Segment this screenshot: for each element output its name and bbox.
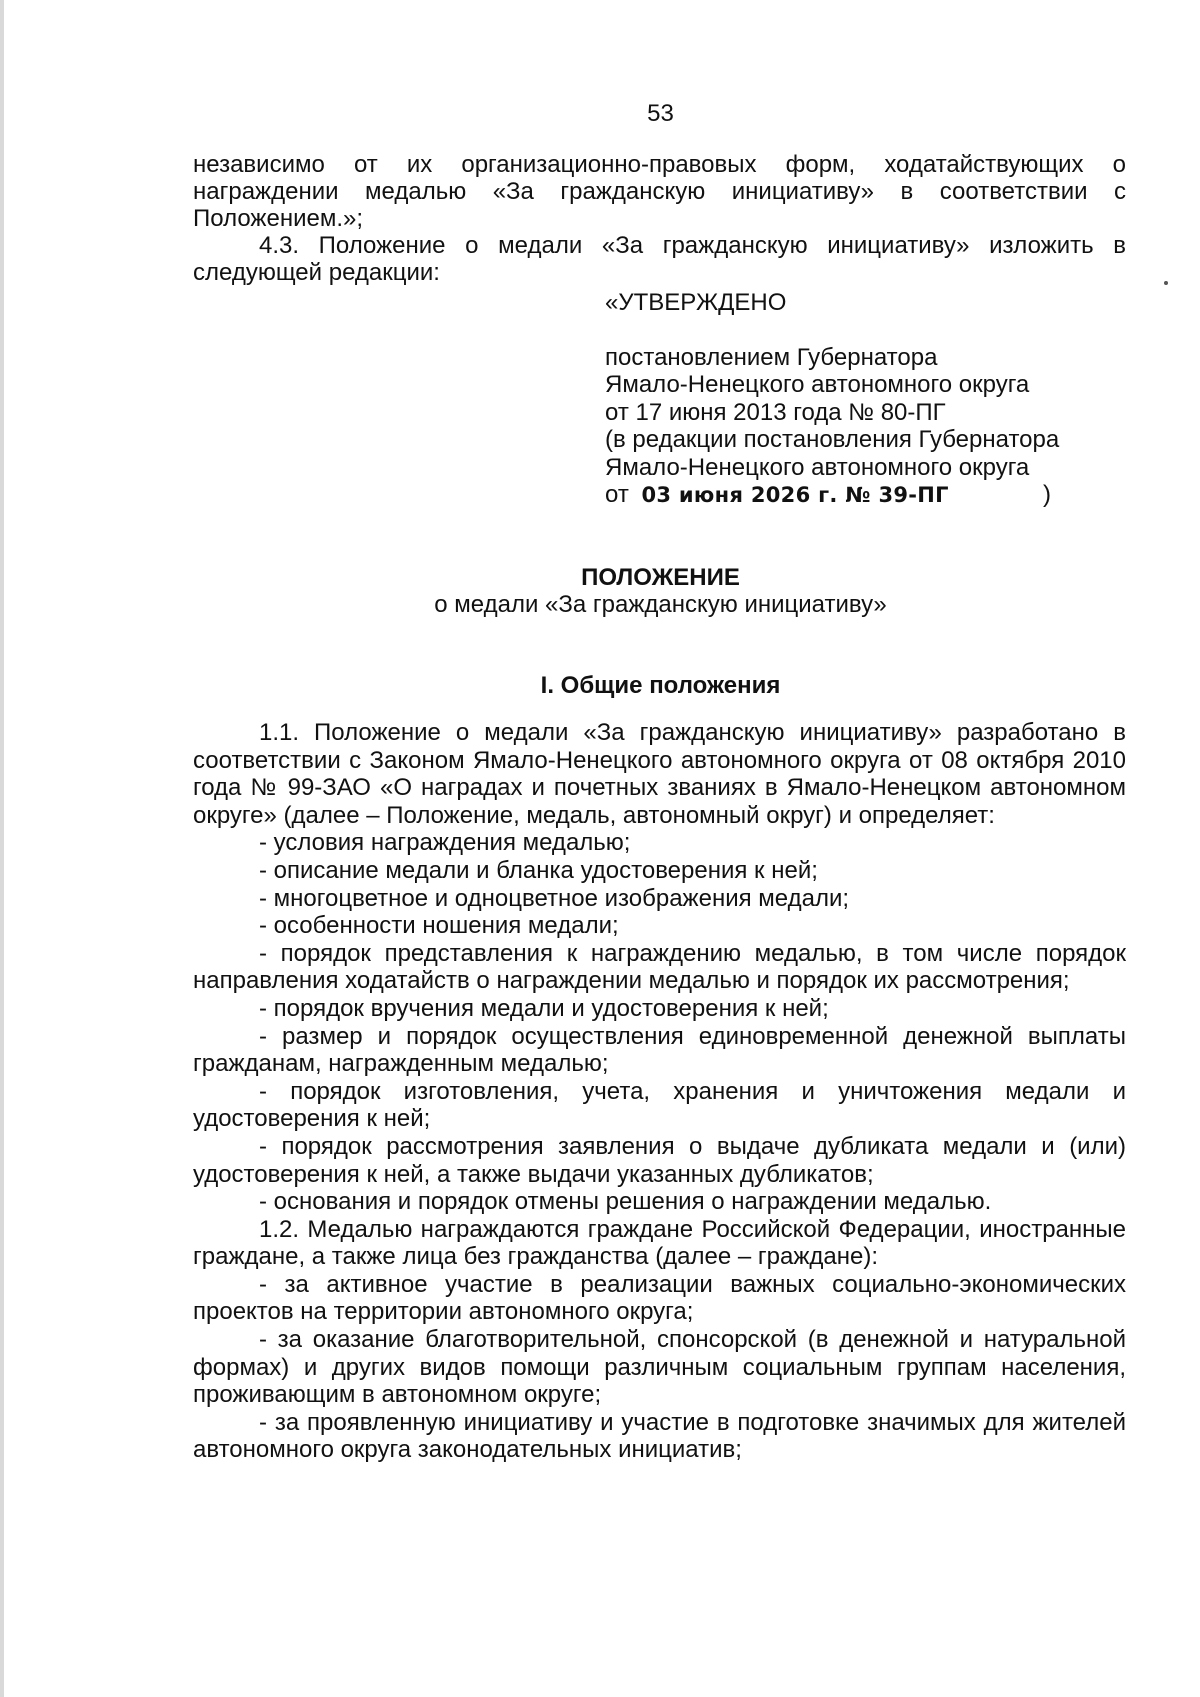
list-item: - многоцветное и одноцветное изображения медали; — [259, 884, 850, 912]
scan-speck — [1164, 281, 1168, 285]
list-item: - за оказание благотворительной, спонсорской (в денежной и натуральной формах) и других видов помощи различным социальным группам населения, проживающим в автономном округе; — [193, 1326, 1126, 1409]
title-sub: о медали «За гражданскую инициативу» — [434, 591, 887, 618]
list-item: - за активное участие в реализации важных социально-экономических проектов на территории автономного округа; — [193, 1270, 1126, 1326]
paragraph-1-2: 1.2. Медалью награждаются граждане Российской Федерации, иностранные граждане, а также лица без гражданства (далее – граждане): — [193, 1215, 1126, 1271]
title-main: ПОЛОЖЕНИЕ — [581, 564, 740, 591]
list-item: - условия награждения медалью; — [259, 829, 631, 857]
approval-line-6-prefix: от — [605, 481, 629, 508]
list-item: - описание медали и бланка удостоверения к ней; — [259, 856, 818, 884]
list-item: - порядок вручения медали и удостоверения к ней; — [259, 994, 829, 1022]
list-item: - порядок рассмотрения заявления о выдаче дубликата медали и (или) удостоверения к ней, а также выдачи указанных дубликатов; — [193, 1132, 1126, 1188]
list-item: - порядок изготовления, учета, хранения и уничтожения медали и удостоверения к ней; — [193, 1077, 1126, 1133]
list-1-1 — [193, 829, 1126, 1215]
approval-line-4: (в редакции постановления Губернатора — [605, 426, 1060, 453]
section-1-body — [193, 719, 1126, 1464]
list-1-2 — [193, 1271, 1126, 1464]
approval-line-5: Ямало-Ненецкого автономного округа — [605, 453, 1030, 481]
page-number: 53 — [647, 100, 674, 127]
section-heading: I. Общие положения — [540, 672, 781, 699]
approved-label: «УТВЕРЖДЕНО — [605, 289, 787, 316]
paragraph-1-1: 1.1. Положение о медали «За гражданскую инициативу» разработано в соответствии с Законом Ямало-Ненецкого автономного округа от 08 октября 2010 года № 99-ЗАО «О наградах и почетных званиях в Ямало-Ненецком автономном округе» (далее – Положение, медаль, автономный округ) и определяет: — [193, 719, 1126, 829]
continuation-paragraph: независимо от их организационно-правовых форм, ходатайствующих о награждении медалью «За гражданскую инициативу» в соответствии с Положением.»; — [193, 151, 1126, 232]
intro-block — [193, 151, 1126, 286]
resolution-date-stamp: 03 июня 2026 г. № 39-ПГ — [641, 483, 949, 507]
document-title — [4, 564, 1200, 618]
item-4-3-paragraph: 4.3. Положение о медали «За гражданскую инициативу» изложить в следующей редакции: — [193, 232, 1126, 286]
list-item: - порядок представления к награждению медалью, в том числе порядок направления ходатайств о награждении медалью и порядок их рассмотрения; — [193, 939, 1126, 995]
list-item: - размер и порядок осуществления единовременной денежной выплаты гражданам, награжденным медалью; — [193, 1022, 1126, 1078]
approval-line-1: постановлением Губернатора — [605, 343, 938, 371]
approval-line-6 — [605, 481, 1125, 510]
list-item: - особенности ношения медали; — [259, 912, 619, 940]
list-item: - основания и порядок отмены решения о награждении медалью. — [259, 1188, 992, 1216]
closing-parenthesis: ) — [1043, 481, 1051, 508]
approval-stamp-block — [605, 289, 1125, 510]
list-item: - за проявленную инициативу и участие в подготовке значимых для жителей автономного округа законодательных инициатив; — [193, 1408, 1126, 1464]
approval-line-2: Ямало-Ненецкого автономного округа — [605, 371, 1030, 398]
approval-line-3: от 17 июня 2013 года № 80-ПГ — [605, 398, 946, 426]
